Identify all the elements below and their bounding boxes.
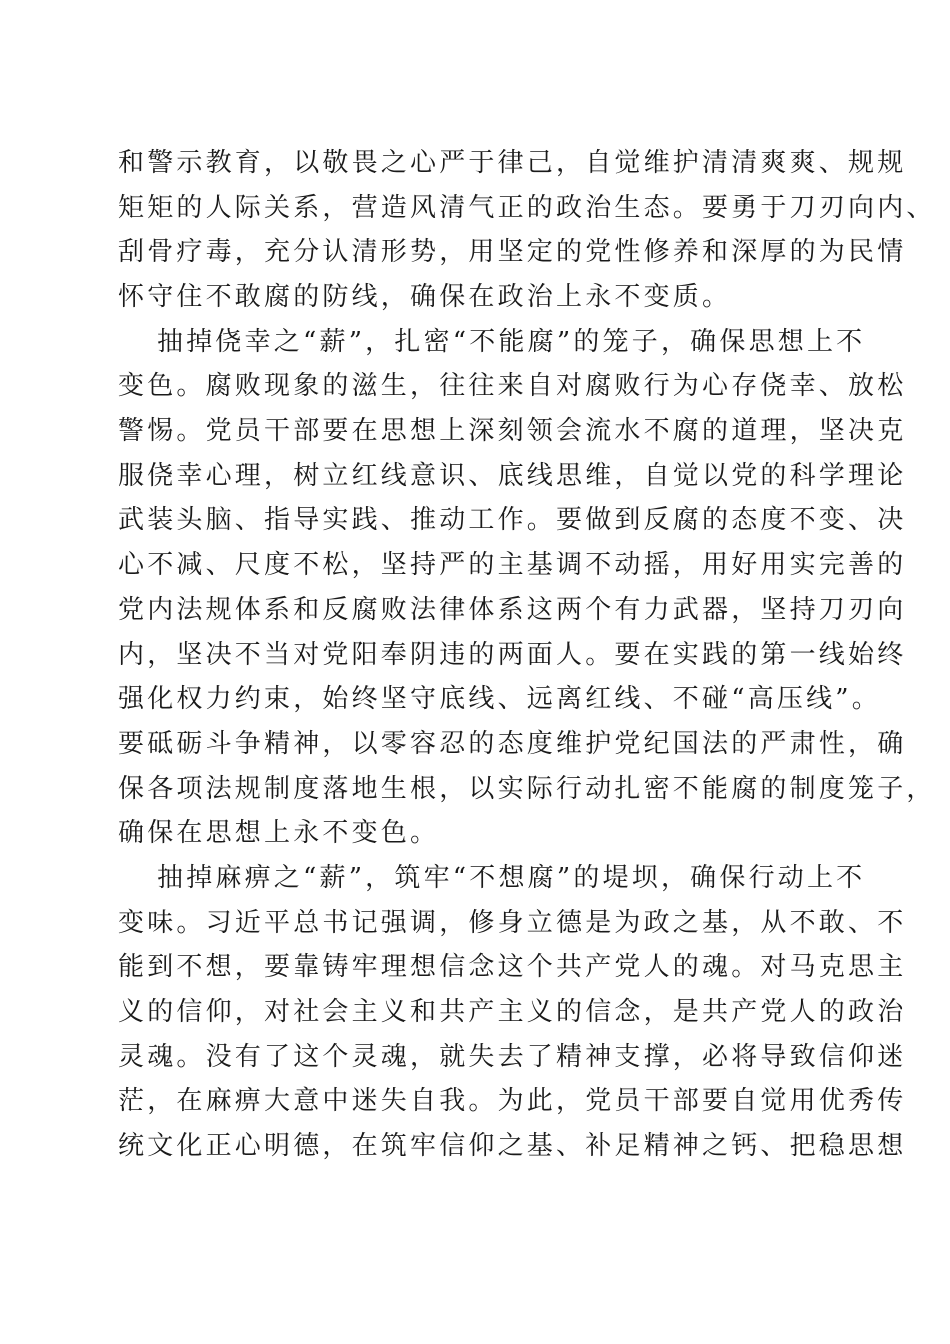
text-line: 统文化正心明德，在筑牢信仰之基、补足精神之钙、把稳思想 [118, 1131, 907, 1161]
text-line: 确保在思想上永不变色。 [118, 818, 440, 848]
text-line: 党内法规体系和反腐败法律体系这两个有力武器，坚持刀刃向 [118, 595, 907, 625]
text-line: 变味。习近平总书记强调，修身立德是为政之基，从不敢、不 [118, 908, 907, 938]
text-line: 保各项法规制度落地生根，以实际行动扎密不能腐的制度笼子， [118, 774, 936, 804]
text-line: 和警示教育，以敬畏之心严于律己，自觉维护清清爽爽、规规 [118, 148, 907, 178]
text-line: 灵魂。没有了这个灵魂，就失去了精神支撑，必将导致信仰迷 [118, 1042, 907, 1072]
text-line: 茫，在麻痹大意中迷失自我。为此，党员干部要自觉用优秀传 [118, 1086, 907, 1116]
text-line: 矩矩的人际关系，营造风清气正的政治生态。要勇于刀刃向内、 [118, 193, 936, 223]
text-line: 服侥幸心理，树立红线意识、底线思维，自觉以党的科学理论 [118, 461, 907, 491]
text-line: 强化权力约束，始终坚守底线、远离红线、不碰“高压线”。 [118, 684, 881, 714]
paragraph-first-line: 抽掉麻痹之“薪”，筑牢“不想腐”的堤坝，确保行动上不 [157, 863, 866, 893]
text-line: 义的信仰，对社会主义和共产主义的信念，是共产党人的政治 [118, 997, 907, 1027]
paragraph-first-line: 抽掉侥幸之“薪”，扎密“不能腐”的笼子，确保思想上不 [157, 327, 866, 357]
text-line: 内，坚决不当对党阳奉阴违的两面人。要在实践的第一线始终 [118, 640, 907, 670]
text-line: 怀守住不敢腐的防线，确保在政治上永不变质。 [118, 282, 732, 312]
text-line: 心不减、尺度不松，坚持严的主基调不动摇，用好用实完善的 [118, 550, 907, 580]
text-line: 要砥砺斗争精神，以零容忍的态度维护党纪国法的严肃性，确 [118, 729, 907, 759]
text-line: 警惕。党员干部要在思想上深刻领会流水不腐的道理，坚决克 [118, 416, 907, 446]
text-line: 变色。腐败现象的滋生，往往来自对腐败行为心存侥幸、放松 [118, 371, 907, 401]
text-line: 刮骨疗毒，充分认清形势，用坚定的党性修养和深厚的为民情 [118, 237, 907, 267]
text-line: 武装头脑、指导实践、推动工作。要做到反腐的态度不变、决 [118, 505, 907, 535]
text-line: 能到不想，要靠铸牢理想信念这个共产党人的魂。对马克思主 [118, 952, 907, 982]
